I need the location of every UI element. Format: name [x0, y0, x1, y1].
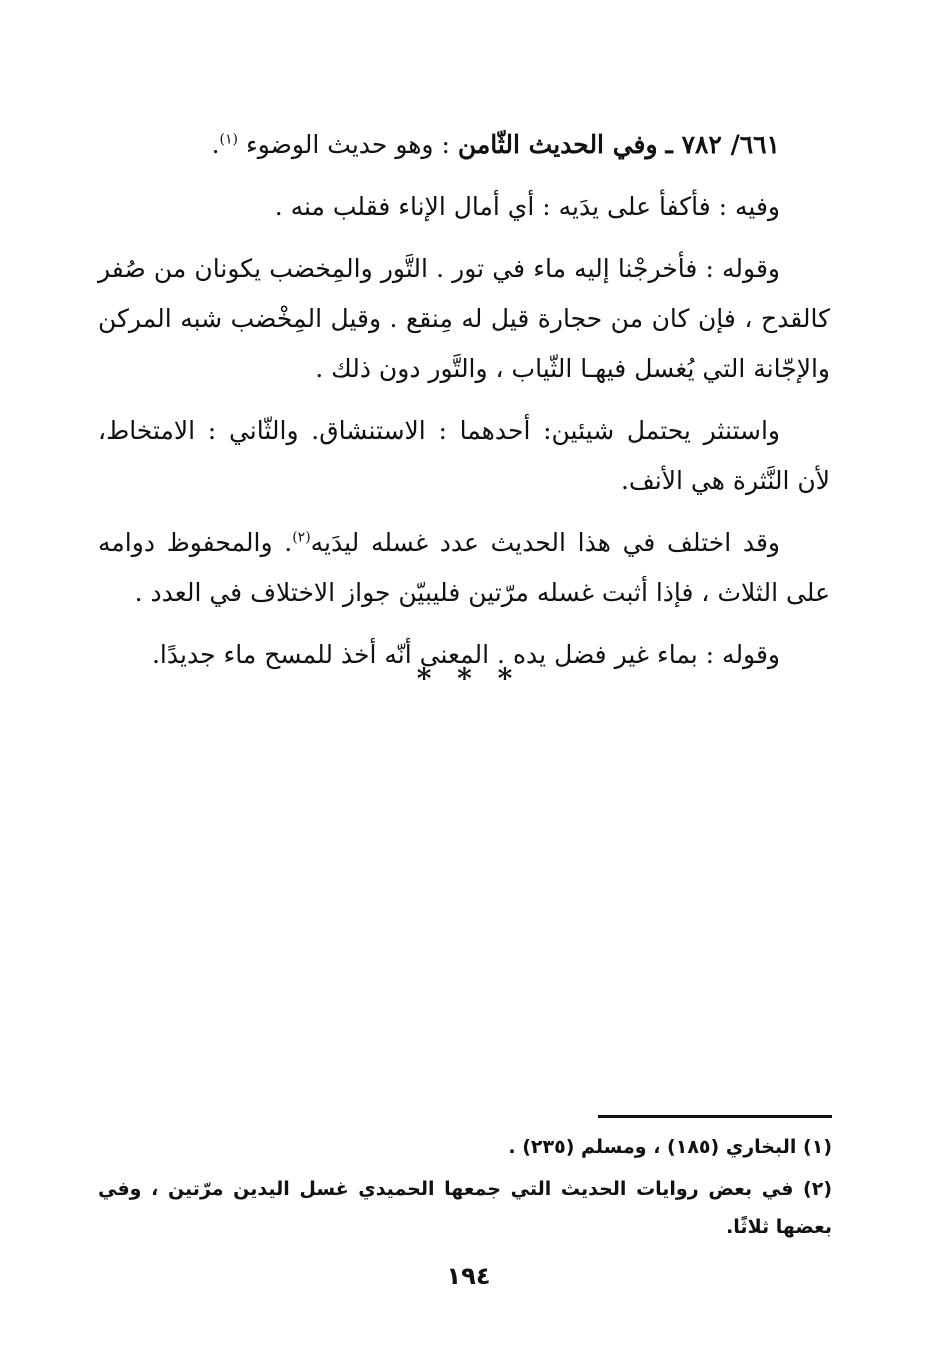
hadith-number: ٦٦١/ ٧٨٢ ـ	[665, 130, 780, 159]
page-number: ١٩٤	[446, 1262, 491, 1290]
main-text	[98, 120, 830, 692]
section-separator: * * *	[416, 662, 521, 695]
paragraph-3: واستنثر يحتمل شيئين: أحدهما : الاستنشاق. والثّاني : الامتخاط، لأن النَّثرة هي الأنف.	[98, 416, 830, 495]
footnote-ref-2: (٢)	[292, 529, 311, 546]
heading-end: .	[211, 130, 220, 159]
footnote-2: (٢) في بعض روايات الحديث التي جمعها الحميدي غسل اليدين مرّتين ، وفي بعضها ثلاثًا.	[98, 1178, 832, 1238]
paragraph-5: وقوله : بماء غير فضل يده . المعنى أنّه أخذ للمسح ماء جديدًا.	[151, 640, 780, 669]
paragraph-1: وفيه : فأكفأ على يدَيه : أي أمال الإناء فقلب منه .	[274, 192, 780, 221]
footnote-1: (١) البخاري (١٨٥) ، ومسلم (٢٣٥) .	[508, 1136, 832, 1158]
paragraph-4-before: وقد اختلف في هذا الحديث عدد غسله ليدَيه	[310, 528, 780, 557]
paragraph-4	[98, 518, 830, 618]
paragraph-4-after: . والمحفوظ دوامه على الثلاث ، فإذا أثبت غسله مرّتين فليبيّن جواز الاختلاف في العدد .	[98, 528, 830, 607]
hadith-title: وفي الحديث الثّامن	[457, 130, 658, 159]
hadith-heading-rest: : وهو حديث الوضوء	[245, 130, 450, 159]
footnote-divider	[598, 1115, 832, 1118]
footnotes	[98, 1128, 832, 1250]
footnote-ref-1: (١)	[219, 131, 239, 148]
paragraph-2: وقوله : فأخرجْنا إليه ماء في تور . التَّور والمِخضب يكونان من صُفر كالقدح ، فإن كان من حجارة قيل له مِنقع . وقيل المِخْضب شبه المركن والإجّانة التي يُغسل فيهـا الثّياب ، والتَّور دون ذلك .	[98, 254, 830, 383]
hadith-heading	[98, 120, 830, 170]
